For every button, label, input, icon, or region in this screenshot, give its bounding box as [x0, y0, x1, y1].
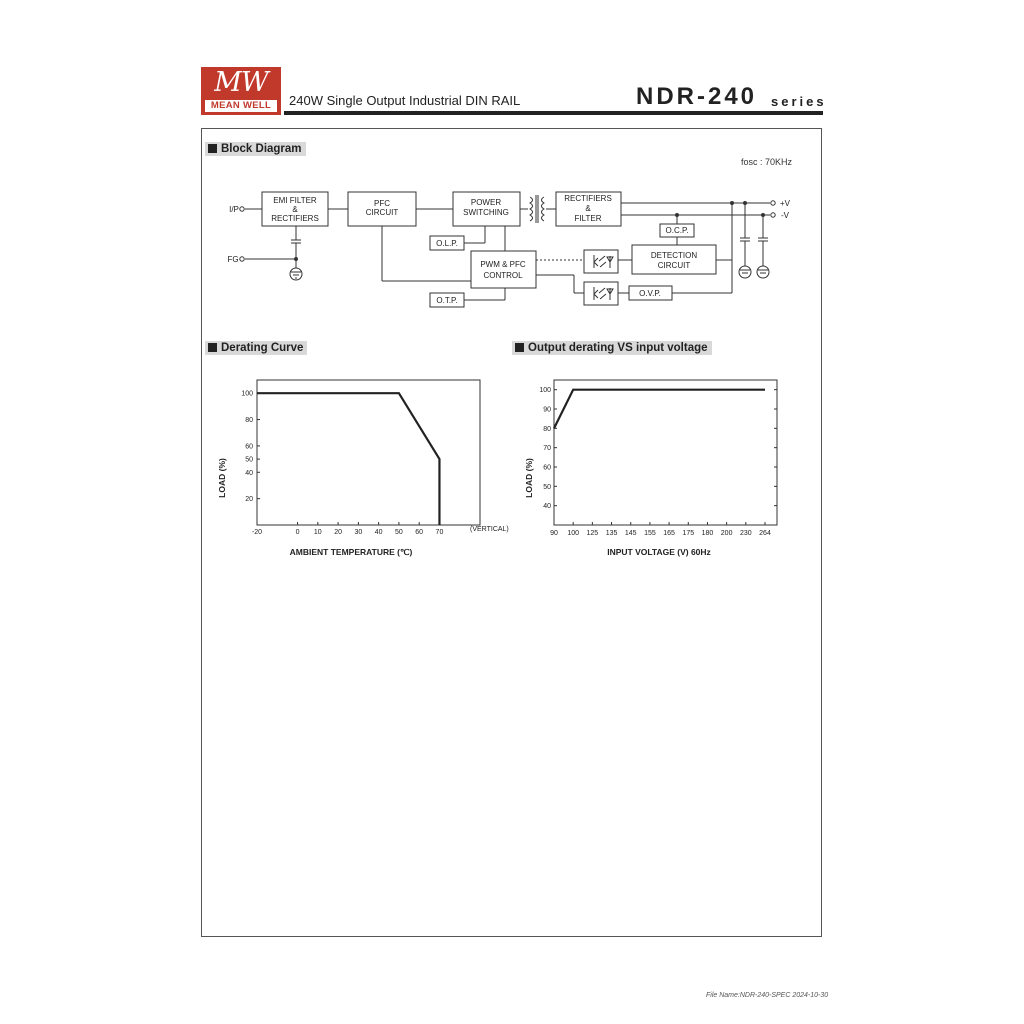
x-axis-label: AMBIENT TEMPERATURE (℃): [289, 547, 413, 557]
label-power-1: POWER: [470, 198, 502, 207]
y-tick-label: 70: [543, 445, 551, 453]
x-note: (VERTICAL): [470, 526, 509, 533]
fosc-note: fosc : 70KHz: [741, 157, 793, 167]
y-axis-label: LOAD (%): [217, 458, 227, 498]
label-pwm-2: CONTROL: [483, 271, 523, 280]
label-ocp: O.C.P.: [665, 226, 689, 235]
x-tick-label: 230: [739, 530, 752, 537]
x-tick-label: 10: [313, 529, 322, 536]
label-emi-3: RECTIFIERS: [271, 214, 319, 223]
derating-curve-chart: [205, 370, 510, 570]
label-rect-3: FILTER: [574, 214, 602, 223]
label-ovp: O.V.P.: [639, 289, 661, 298]
label-vminus: -V: [781, 211, 789, 220]
y-tick-label: 80: [543, 425, 551, 433]
label-olp: O.L.P.: [436, 239, 458, 248]
y-tick-label: 100: [241, 390, 253, 398]
y-tick-label: 50: [245, 456, 253, 464]
x-tick-label: 264: [759, 530, 771, 537]
label-pfc-1: PFC: [374, 199, 390, 208]
x-tick-label: 180: [701, 530, 714, 537]
section-output-derating: [512, 341, 712, 355]
x-tick-label: 135: [605, 530, 618, 537]
x-tick-label: 155: [644, 530, 656, 537]
label-pfc-2: CIRCUIT: [365, 208, 399, 217]
section-title: Output derating VS input voltage: [528, 342, 708, 354]
plot-area: [257, 380, 480, 525]
label-rect-2: &: [585, 204, 591, 213]
optocoupler-2: [584, 282, 618, 305]
x-tick-label: 165: [663, 530, 675, 537]
y-tick-label: 40: [245, 469, 253, 477]
product-subtitle: 240W Single Output Industrial DIN RAIL: [289, 93, 521, 108]
series-label: series: [771, 94, 827, 109]
x-tick-label: 40: [374, 529, 383, 536]
section-title: Block Diagram: [221, 143, 302, 155]
x-tick-label: 70: [435, 529, 444, 536]
section-marker-icon: [515, 343, 524, 352]
label-emi-2: &: [292, 205, 298, 214]
y-tick-label: 90: [543, 406, 551, 414]
x-tick-label: 0: [295, 529, 300, 536]
block-diagram: [0, 0, 1024, 330]
model-name: NDR-240: [636, 83, 758, 110]
label-detection-1: DETECTION: [650, 251, 698, 260]
label-power-2: SWITCHING: [463, 208, 509, 217]
section-derating-curve: [205, 341, 307, 355]
label-fg: FG: [227, 255, 239, 264]
y-tick-label: 80: [245, 417, 253, 425]
y-tick-label: 60: [245, 443, 253, 451]
section-marker-icon: [208, 343, 217, 352]
footer-file-name: File Name:NDR-240-SPEC 2024-10-30: [706, 992, 829, 999]
pwm-control-box: [471, 251, 536, 288]
x-tick-label: 90: [550, 530, 558, 537]
logo-mark: MW: [214, 67, 268, 98]
x-tick-label: 50: [395, 529, 403, 536]
label-rect-1: RECTIFIERS: [564, 194, 612, 203]
y-tick-label: 60: [543, 464, 551, 472]
y-axis-label: LOAD (%): [524, 458, 534, 498]
x-tick-label: 125: [586, 530, 599, 537]
label-otp: O.T.P.: [436, 296, 458, 305]
label-ip: I/P: [229, 205, 239, 214]
x-tick-label: 30: [354, 529, 363, 536]
optocoupler-1: [584, 250, 618, 273]
y-tick-label: 50: [543, 483, 551, 491]
label-detection-2: CIRCUIT: [657, 261, 691, 270]
y-tick-label: 100: [539, 387, 551, 395]
logo-text: MEAN WELL: [210, 100, 272, 111]
label-emi-1: EMI FILTER: [273, 196, 317, 205]
y-tick-label: 20: [245, 496, 253, 504]
section-title: Derating Curve: [221, 342, 304, 354]
plot-area: [554, 380, 777, 525]
label-vplus: +V: [779, 199, 791, 208]
x-tick-label: -20: [251, 529, 263, 536]
x-tick-label: 60: [415, 529, 424, 536]
x-tick-label: 20: [334, 529, 342, 536]
x-axis-label: INPUT VOLTAGE (V) 60Hz: [607, 547, 711, 557]
y-tick-label: 40: [543, 503, 551, 511]
x-tick-label: 100: [567, 530, 580, 537]
x-tick-label: 145: [624, 530, 637, 537]
label-pwm-1: PWM & PFC: [480, 260, 526, 269]
x-tick-label: 200: [720, 530, 733, 537]
x-tick-label: 175: [682, 530, 695, 537]
input-derating-chart: [512, 370, 817, 570]
